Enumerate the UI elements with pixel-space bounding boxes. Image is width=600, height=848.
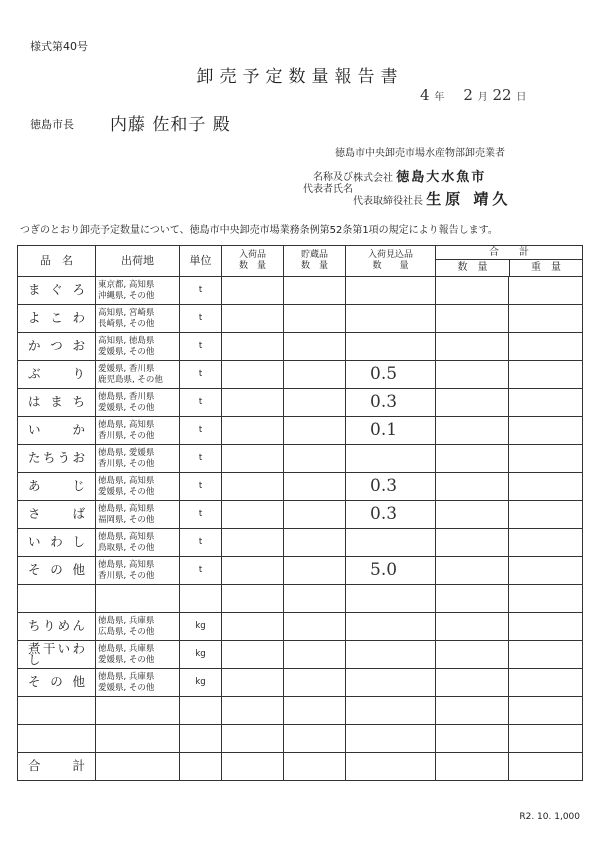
row-arrival-qty bbox=[222, 473, 284, 501]
row-item: さば bbox=[18, 501, 96, 529]
row-origin-line2: 愛媛県, その他 bbox=[98, 486, 155, 497]
row-origin-line2: 香川県, その他 bbox=[98, 570, 155, 581]
row-origin bbox=[96, 669, 180, 697]
header-total-qty: 数 量 bbox=[436, 260, 510, 276]
row-item: その他 bbox=[18, 669, 96, 697]
row-stored-qty bbox=[284, 725, 346, 753]
row-origin bbox=[96, 501, 180, 529]
row-total-weight bbox=[509, 557, 583, 585]
header-expected-line2: 数 量 bbox=[372, 261, 409, 271]
header-arrival bbox=[222, 246, 284, 277]
table-header-row bbox=[18, 246, 583, 277]
row-expected-qty bbox=[346, 697, 436, 725]
representative-name: 生原 靖久 bbox=[426, 190, 512, 208]
row-origin-line2: 鹿児島県, その他 bbox=[98, 374, 163, 385]
row-origin-line1: 愛媛県, 香川県 bbox=[98, 364, 155, 374]
row-unit: t bbox=[180, 361, 222, 389]
row-origin-line1: 高知県, 宮崎県 bbox=[98, 308, 155, 318]
name-label-line2: 代表者氏名 bbox=[303, 184, 353, 195]
row-origin-line1: 徳島県, 高知県 bbox=[98, 560, 155, 570]
row-origin bbox=[96, 697, 180, 725]
company bbox=[353, 166, 486, 185]
row-total-qty bbox=[436, 557, 509, 585]
row-origin-line1: 徳島県, 兵庫県 bbox=[98, 644, 155, 654]
row-total-weight bbox=[509, 529, 583, 557]
row-unit bbox=[180, 585, 222, 613]
row-unit: t bbox=[180, 305, 222, 333]
row-expected-qty bbox=[346, 669, 436, 697]
row-origin-line1: 徳島県, 香川県 bbox=[98, 392, 155, 402]
row-origin-line1: 高知県, 徳島県 bbox=[98, 336, 155, 346]
row-expected-qty bbox=[346, 725, 436, 753]
table-row bbox=[18, 333, 583, 361]
table-row bbox=[18, 361, 583, 389]
row-origin-line2: 愛媛県, その他 bbox=[98, 682, 155, 693]
row-unit: t bbox=[180, 445, 222, 473]
row-expected-qty bbox=[346, 333, 436, 361]
date-day-unit: 日 bbox=[516, 92, 527, 103]
table-row bbox=[18, 529, 583, 557]
reporter-type: 徳島市中央卸売市場水産物部卸売業者 bbox=[335, 148, 505, 159]
row-total-qty bbox=[436, 305, 509, 333]
header-arrival-line2: 数 量 bbox=[238, 261, 266, 271]
row-origin bbox=[96, 613, 180, 641]
company-prefix: 株式会社 bbox=[353, 173, 393, 184]
table-row bbox=[18, 277, 583, 305]
row-expected-qty bbox=[346, 585, 436, 613]
row-total-weight bbox=[509, 753, 583, 781]
row-origin bbox=[96, 361, 180, 389]
table-row bbox=[18, 613, 583, 641]
row-item bbox=[18, 697, 96, 725]
row-stored-qty bbox=[284, 389, 346, 417]
form-number: 様式第40号 bbox=[30, 40, 88, 53]
row-total-qty bbox=[436, 585, 509, 613]
row-stored-qty bbox=[284, 697, 346, 725]
row-total-qty bbox=[436, 641, 509, 669]
row-arrival-qty bbox=[222, 697, 284, 725]
row-unit bbox=[180, 725, 222, 753]
table-row bbox=[18, 473, 583, 501]
row-total-qty bbox=[436, 389, 509, 417]
row-unit: t bbox=[180, 417, 222, 445]
header-stored-line2: 数 量 bbox=[300, 261, 328, 271]
row-total-weight bbox=[509, 417, 583, 445]
addressee-label: 徳島市長 bbox=[30, 118, 74, 131]
document-title: 卸売予定数量報告書 bbox=[196, 67, 404, 87]
row-stored-qty bbox=[284, 585, 346, 613]
row-total-weight bbox=[509, 501, 583, 529]
table-row bbox=[18, 445, 583, 473]
addressee-name: 内藤 佐和子 殿 bbox=[110, 115, 231, 135]
row-unit: t bbox=[180, 473, 222, 501]
row-arrival-qty bbox=[222, 445, 284, 473]
header-arrival-line1: 入荷品 bbox=[238, 250, 266, 260]
row-total-weight bbox=[509, 473, 583, 501]
row-unit bbox=[180, 753, 222, 781]
header-stored bbox=[284, 246, 346, 277]
row-total-weight bbox=[509, 361, 583, 389]
row-expected-qty bbox=[346, 753, 436, 781]
row-item: その他 bbox=[18, 557, 96, 585]
row-stored-qty bbox=[284, 669, 346, 697]
row-origin bbox=[96, 473, 180, 501]
row-total-weight bbox=[509, 641, 583, 669]
row-total-qty bbox=[436, 613, 509, 641]
row-unit: t bbox=[180, 389, 222, 417]
row-origin bbox=[96, 389, 180, 417]
table-row bbox=[18, 585, 583, 613]
row-origin-line1: 徳島県, 高知県 bbox=[98, 420, 155, 430]
row-item: まぐろ bbox=[18, 277, 96, 305]
row-unit: kg bbox=[180, 669, 222, 697]
row-unit: t bbox=[180, 277, 222, 305]
row-stored-qty bbox=[284, 753, 346, 781]
row-origin bbox=[96, 585, 180, 613]
header-total-weight: 重 量 bbox=[531, 262, 561, 273]
row-arrival-qty bbox=[222, 585, 284, 613]
report-date bbox=[420, 86, 526, 104]
row-unit bbox=[180, 697, 222, 725]
row-origin bbox=[96, 557, 180, 585]
date-day: 22 bbox=[492, 86, 512, 104]
row-stored-qty bbox=[284, 445, 346, 473]
row-unit: t bbox=[180, 557, 222, 585]
row-origin-line1: 徳島県, 愛媛県 bbox=[98, 448, 155, 458]
row-expected-qty: 0.3 bbox=[346, 389, 436, 417]
row-origin-line1: 徳島県, 高知県 bbox=[98, 476, 155, 486]
row-expected-qty bbox=[346, 641, 436, 669]
row-stored-qty bbox=[284, 417, 346, 445]
row-total-weight bbox=[509, 697, 583, 725]
row-total-weight bbox=[509, 613, 583, 641]
row-item: よこわ bbox=[18, 305, 96, 333]
row-origin bbox=[96, 641, 180, 669]
header-stored-line1: 貯蔵品 bbox=[300, 250, 328, 260]
row-origin bbox=[96, 725, 180, 753]
row-stored-qty bbox=[284, 501, 346, 529]
row-origin bbox=[96, 277, 180, 305]
row-total-weight bbox=[509, 725, 583, 753]
row-total-qty bbox=[436, 697, 509, 725]
row-expected-qty bbox=[346, 445, 436, 473]
row-origin bbox=[96, 305, 180, 333]
row-arrival-qty bbox=[222, 333, 284, 361]
row-arrival-qty bbox=[222, 501, 284, 529]
row-stored-qty bbox=[284, 529, 346, 557]
name-label bbox=[303, 172, 353, 196]
company-name: 徳島大水魚市 bbox=[396, 170, 487, 185]
row-expected-qty bbox=[346, 613, 436, 641]
row-item: はまち bbox=[18, 389, 96, 417]
row-total-qty bbox=[436, 501, 509, 529]
intro-text: つぎのとおり卸売予定数量について、徳島市中央卸売市場業務条例第52条第1項の規定により報告します。 bbox=[20, 225, 498, 236]
row-total-weight bbox=[509, 389, 583, 417]
row-arrival-qty bbox=[222, 529, 284, 557]
quantity-table bbox=[17, 245, 583, 781]
table-row bbox=[18, 697, 583, 725]
header-total-label: 合 計 bbox=[436, 246, 582, 260]
row-total-qty bbox=[436, 753, 509, 781]
row-origin-line2: 沖縄県, その他 bbox=[98, 290, 155, 301]
table-row bbox=[18, 417, 583, 445]
table-row bbox=[18, 557, 583, 585]
row-origin bbox=[96, 753, 180, 781]
row-expected-qty: 0.5 bbox=[346, 361, 436, 389]
date-month: 2 bbox=[463, 86, 473, 104]
row-total-weight bbox=[509, 333, 583, 361]
row-origin-line1: 徳島県, 兵庫県 bbox=[98, 616, 155, 626]
header-item: 品 名 bbox=[18, 246, 96, 277]
row-item: いか bbox=[18, 417, 96, 445]
table-row bbox=[18, 669, 583, 697]
row-expected-qty: 0.3 bbox=[346, 501, 436, 529]
row-expected-qty: 5.0 bbox=[346, 557, 436, 585]
row-origin-line1: 徳島県, 兵庫県 bbox=[98, 672, 155, 682]
row-total-weight bbox=[509, 277, 583, 305]
table-row bbox=[18, 501, 583, 529]
row-origin-line2: 愛媛県, その他 bbox=[98, 402, 155, 413]
row-item: いわし bbox=[18, 529, 96, 557]
row-total-qty bbox=[436, 417, 509, 445]
row-item: たちうお bbox=[18, 445, 96, 473]
row-origin-line1: 東京都, 高知県 bbox=[98, 280, 155, 290]
row-origin-line2: 広島県, その他 bbox=[98, 626, 155, 637]
row-total-weight bbox=[509, 305, 583, 333]
row-expected-qty bbox=[346, 277, 436, 305]
row-origin-line2: 香川県, その他 bbox=[98, 458, 155, 469]
row-origin-line2: 愛媛県, その他 bbox=[98, 654, 155, 665]
row-arrival-qty bbox=[222, 277, 284, 305]
row-origin-line2: 福岡県, その他 bbox=[98, 514, 155, 525]
row-expected-qty: 0.3 bbox=[346, 473, 436, 501]
row-stored-qty bbox=[284, 305, 346, 333]
date-year: 4 bbox=[420, 86, 430, 104]
row-arrival-qty bbox=[222, 753, 284, 781]
row-origin-line2: 長崎県, その他 bbox=[98, 318, 155, 329]
table-row bbox=[18, 305, 583, 333]
date-month-unit: 月 bbox=[477, 92, 488, 103]
row-origin-line2: 鳥取県, その他 bbox=[98, 542, 155, 553]
row-origin-line1: 徳島県, 高知県 bbox=[98, 532, 155, 542]
row-item: 合 計 bbox=[18, 753, 96, 781]
row-arrival-qty bbox=[222, 557, 284, 585]
table-row bbox=[18, 641, 583, 669]
row-total-qty bbox=[436, 473, 509, 501]
row-origin-line2: 愛媛県, その他 bbox=[98, 346, 155, 357]
date-year-unit: 年 bbox=[434, 92, 445, 103]
row-stored-qty bbox=[284, 613, 346, 641]
row-total-qty bbox=[436, 333, 509, 361]
row-total-qty bbox=[436, 529, 509, 557]
row-origin-line1: 徳島県, 高知県 bbox=[98, 504, 155, 514]
row-unit: kg bbox=[180, 613, 222, 641]
header-origin: 出荷地 bbox=[96, 246, 180, 277]
name-label-line1: 名称及び bbox=[313, 172, 353, 183]
table-row bbox=[18, 753, 583, 781]
row-expected-qty: 0.1 bbox=[346, 417, 436, 445]
row-total-weight bbox=[509, 669, 583, 697]
row-item: あじ bbox=[18, 473, 96, 501]
row-arrival-qty bbox=[222, 669, 284, 697]
row-origin bbox=[96, 445, 180, 473]
row-item bbox=[18, 585, 96, 613]
row-expected-qty bbox=[346, 305, 436, 333]
row-stored-qty bbox=[284, 333, 346, 361]
row-arrival-qty bbox=[222, 305, 284, 333]
row-origin bbox=[96, 529, 180, 557]
header-total bbox=[436, 246, 583, 277]
row-arrival-qty bbox=[222, 389, 284, 417]
row-stored-qty bbox=[284, 361, 346, 389]
row-item bbox=[18, 725, 96, 753]
row-total-qty bbox=[436, 445, 509, 473]
row-unit: t bbox=[180, 501, 222, 529]
row-unit: kg bbox=[180, 641, 222, 669]
footer-code: R2. 10. 1,000 bbox=[519, 812, 580, 822]
row-item: かつお bbox=[18, 333, 96, 361]
row-unit: t bbox=[180, 333, 222, 361]
header-expected bbox=[346, 246, 436, 277]
representative bbox=[353, 188, 511, 209]
row-origin-line2: 香川県, その他 bbox=[98, 430, 155, 441]
row-stored-qty bbox=[284, 277, 346, 305]
row-total-qty bbox=[436, 669, 509, 697]
row-stored-qty bbox=[284, 641, 346, 669]
row-total-qty bbox=[436, 361, 509, 389]
row-origin bbox=[96, 333, 180, 361]
row-total-weight bbox=[509, 585, 583, 613]
representative-title: 代表取締役社長 bbox=[353, 196, 423, 207]
row-total-qty bbox=[436, 277, 509, 305]
row-arrival-qty bbox=[222, 361, 284, 389]
row-total-qty bbox=[436, 725, 509, 753]
row-item: 煮干いわし bbox=[18, 641, 96, 669]
row-arrival-qty bbox=[222, 613, 284, 641]
table-row bbox=[18, 389, 583, 417]
row-expected-qty bbox=[346, 529, 436, 557]
row-arrival-qty bbox=[222, 725, 284, 753]
table-row bbox=[18, 725, 583, 753]
header-expected-line1: 入荷見込品 bbox=[367, 250, 413, 260]
row-item: ぶり bbox=[18, 361, 96, 389]
row-origin bbox=[96, 417, 180, 445]
header-unit: 単位 bbox=[180, 246, 222, 277]
row-stored-qty bbox=[284, 473, 346, 501]
row-item: ちりめん bbox=[18, 613, 96, 641]
row-total-weight bbox=[509, 445, 583, 473]
row-unit: t bbox=[180, 529, 222, 557]
row-arrival-qty bbox=[222, 641, 284, 669]
row-arrival-qty bbox=[222, 417, 284, 445]
row-stored-qty bbox=[284, 557, 346, 585]
